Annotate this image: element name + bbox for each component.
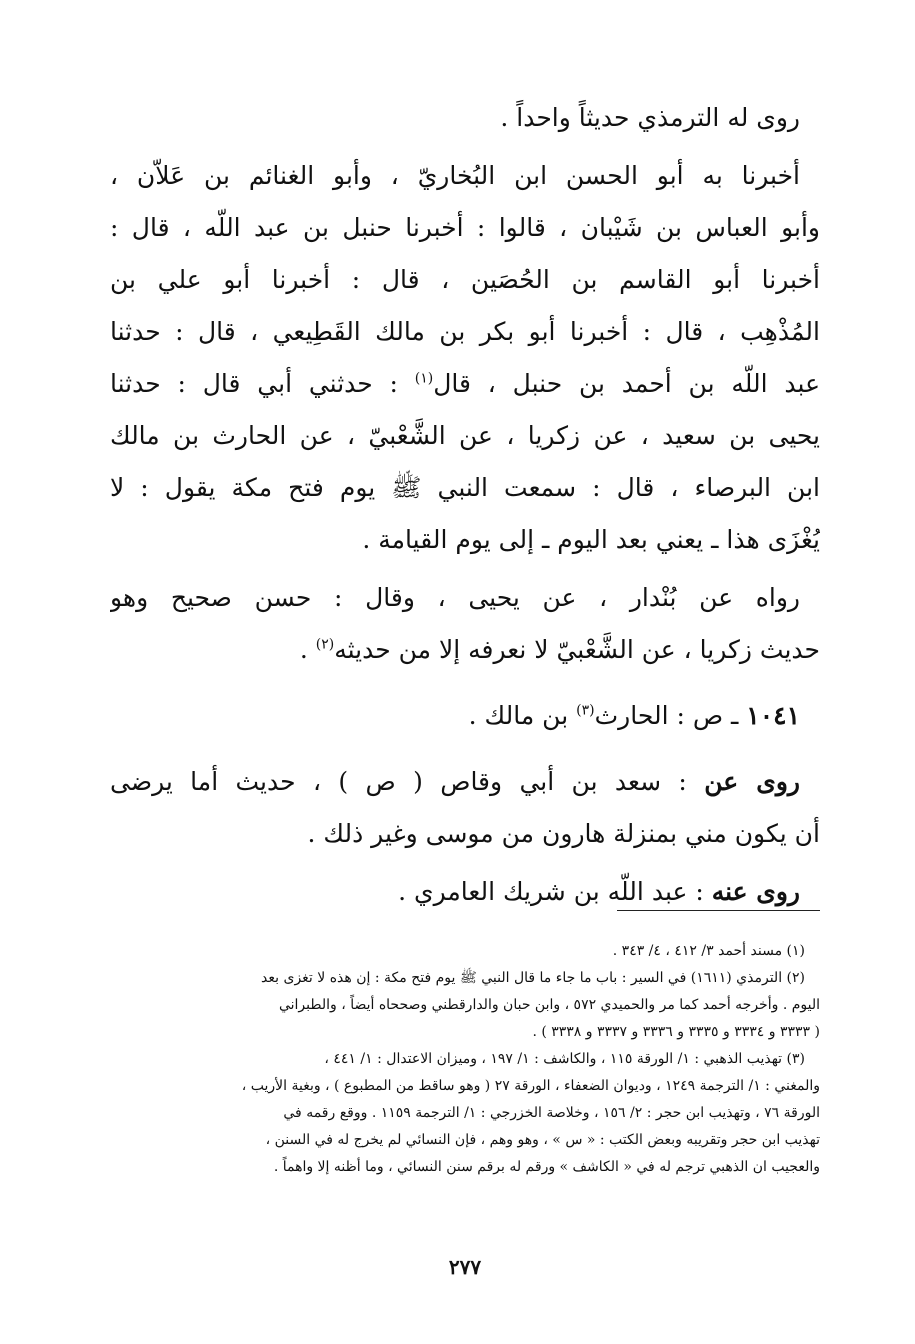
footnote-2: (٢) الترمذي (١٦١١) في السير : باب ما جاء ما قال النبي ﷺ يوم فتح مكة : إن هذه لا تغزى بعد bbox=[261, 970, 805, 986]
text-segment: بن مالك . bbox=[468, 701, 577, 730]
text-line bbox=[110, 690, 820, 742]
text-line bbox=[110, 624, 820, 676]
text-line: أخبرنا به أبو الحسن ابن البُخاريّ ، وأبو الغنائم بن عَلاّن ، bbox=[110, 161, 800, 190]
paragraph-1: روى له الترمذي حديثاً واحداً . bbox=[500, 103, 800, 132]
text-line bbox=[110, 756, 820, 808]
text-line: المُذْهِب ، قال : أخبرنا أبو بكر بن مالك القَطِيعي ، قال : حدثنا bbox=[110, 317, 820, 346]
footnote-ref-3: (٣) bbox=[576, 702, 595, 719]
text-segment: عبد اللّه بن أحمد بن حنبل ، قال bbox=[433, 369, 820, 398]
text-segment: ـ ص : الحارث bbox=[594, 701, 747, 730]
text-line: يحيى بن سعيد ، عن زكريا ، عن الشَّعْبيّ ، عن الحارث بن مالك bbox=[110, 421, 820, 450]
text-line: يُغْزَى هذا ـ يعني بعد اليوم ـ إلى يوم القيامة . bbox=[362, 525, 820, 554]
text-segment: حديث زكريا ، عن الشَّعْبيّ لا نعرفه إلا من حديثه bbox=[334, 635, 820, 664]
paragraph-3 bbox=[110, 572, 820, 676]
text-line bbox=[110, 358, 820, 410]
entry-number: ١٠٤١ bbox=[746, 701, 800, 730]
footnote-1: (١) مسند أحمد ٣/ ٤١٢ ، ٤/ ٣٤٣ . bbox=[612, 943, 805, 959]
label-rawa-anhu: روى عنه bbox=[711, 877, 800, 906]
text-line: رواه عن بُنْدار ، عن يحيى ، وقال : حسن صحيح وهو bbox=[110, 583, 800, 612]
text-line: ابن البرصاء ، قال : سمعت النبي ﷺ يوم فتح مكة يقول : لا bbox=[110, 473, 820, 502]
footnote-line: ( ٣٣٣٣ و ٣٣٣٤ و ٣٣٣٥ و ٣٣٣٦ و ٣٣٣٧ و ٣٣٣٨ ) . bbox=[532, 1024, 820, 1040]
text-line: أخبرنا أبو القاسم بن الحُصَين ، قال : أخبرنا أبو علي بن bbox=[110, 265, 820, 294]
text-line: أن يكون مني بمنزلة هارون من موسى وغير ذلك . bbox=[307, 819, 820, 848]
footnotes bbox=[110, 938, 820, 1181]
text-segment: . bbox=[299, 635, 316, 664]
text-segment: : حدثني أبي قال : حدثنا bbox=[110, 369, 415, 398]
entry-heading bbox=[110, 690, 820, 742]
page-number: ٢٧٧ bbox=[448, 1255, 482, 1279]
footnote-ref-2: (٢) bbox=[315, 636, 335, 653]
text-segment: : عبد اللّه بن شريك العامري . bbox=[398, 877, 712, 906]
footnote-line: والمغني : ١/ الترجمة ١٢٤٩ ، وديوان الضعفاء ، الورقة ٢٧ ( وهو ساقط من المطبوع ) ، وبغية الأريب ، bbox=[241, 1078, 820, 1094]
footnote-line: تهذيب ابن حجر وتقريبه وبعض الكتب : « س » ، وهو وهم ، فإن النسائي لم يخرج له في السنن ، bbox=[265, 1132, 820, 1148]
footnote-ref-1: (١) bbox=[414, 370, 434, 387]
text-line: وأبو العباس بن شَيْبان ، قالوا : أخبرنا حنبل بن عبد اللّه ، قال : bbox=[110, 213, 820, 242]
paragraph-2 bbox=[110, 150, 820, 566]
text-segment: : سعد بن أبي وقاص ( ص ) ، حديث أما يرضى bbox=[110, 767, 705, 796]
footnote-separator bbox=[617, 910, 820, 911]
footnote-line: اليوم . وأخرجه أحمد كما مر والحميدي ٥٧٢ ، وابن حبان والدارقطني وصححاه أيضاً ، والطبراني bbox=[278, 997, 820, 1013]
main-text bbox=[110, 92, 820, 918]
paragraph-4 bbox=[110, 756, 820, 860]
footnote-line: والعجيب ان الذهبي ترجم له في « الكاشف » ورقم له برقم سنن النسائي ، وما أظنه إلا واهماً . bbox=[273, 1159, 820, 1175]
label-rawa-an: روى عن bbox=[704, 767, 800, 796]
footnote-3: (٣) تهذيب الذهبي : ١/ الورقة ١١٥ ، والكاشف : ١/ ١٩٧ ، وميزان الاعتدال : ١/ ٤٤١ ، bbox=[324, 1051, 805, 1067]
footnote-line: الورقة ٧٦ ، وتهذيب ابن حجر : ٢/ ١٥٦ ، وخلاصة الخزرجي : ١/ الترجمة ١١٥٩ . ووقع رقمه في bbox=[283, 1105, 820, 1121]
